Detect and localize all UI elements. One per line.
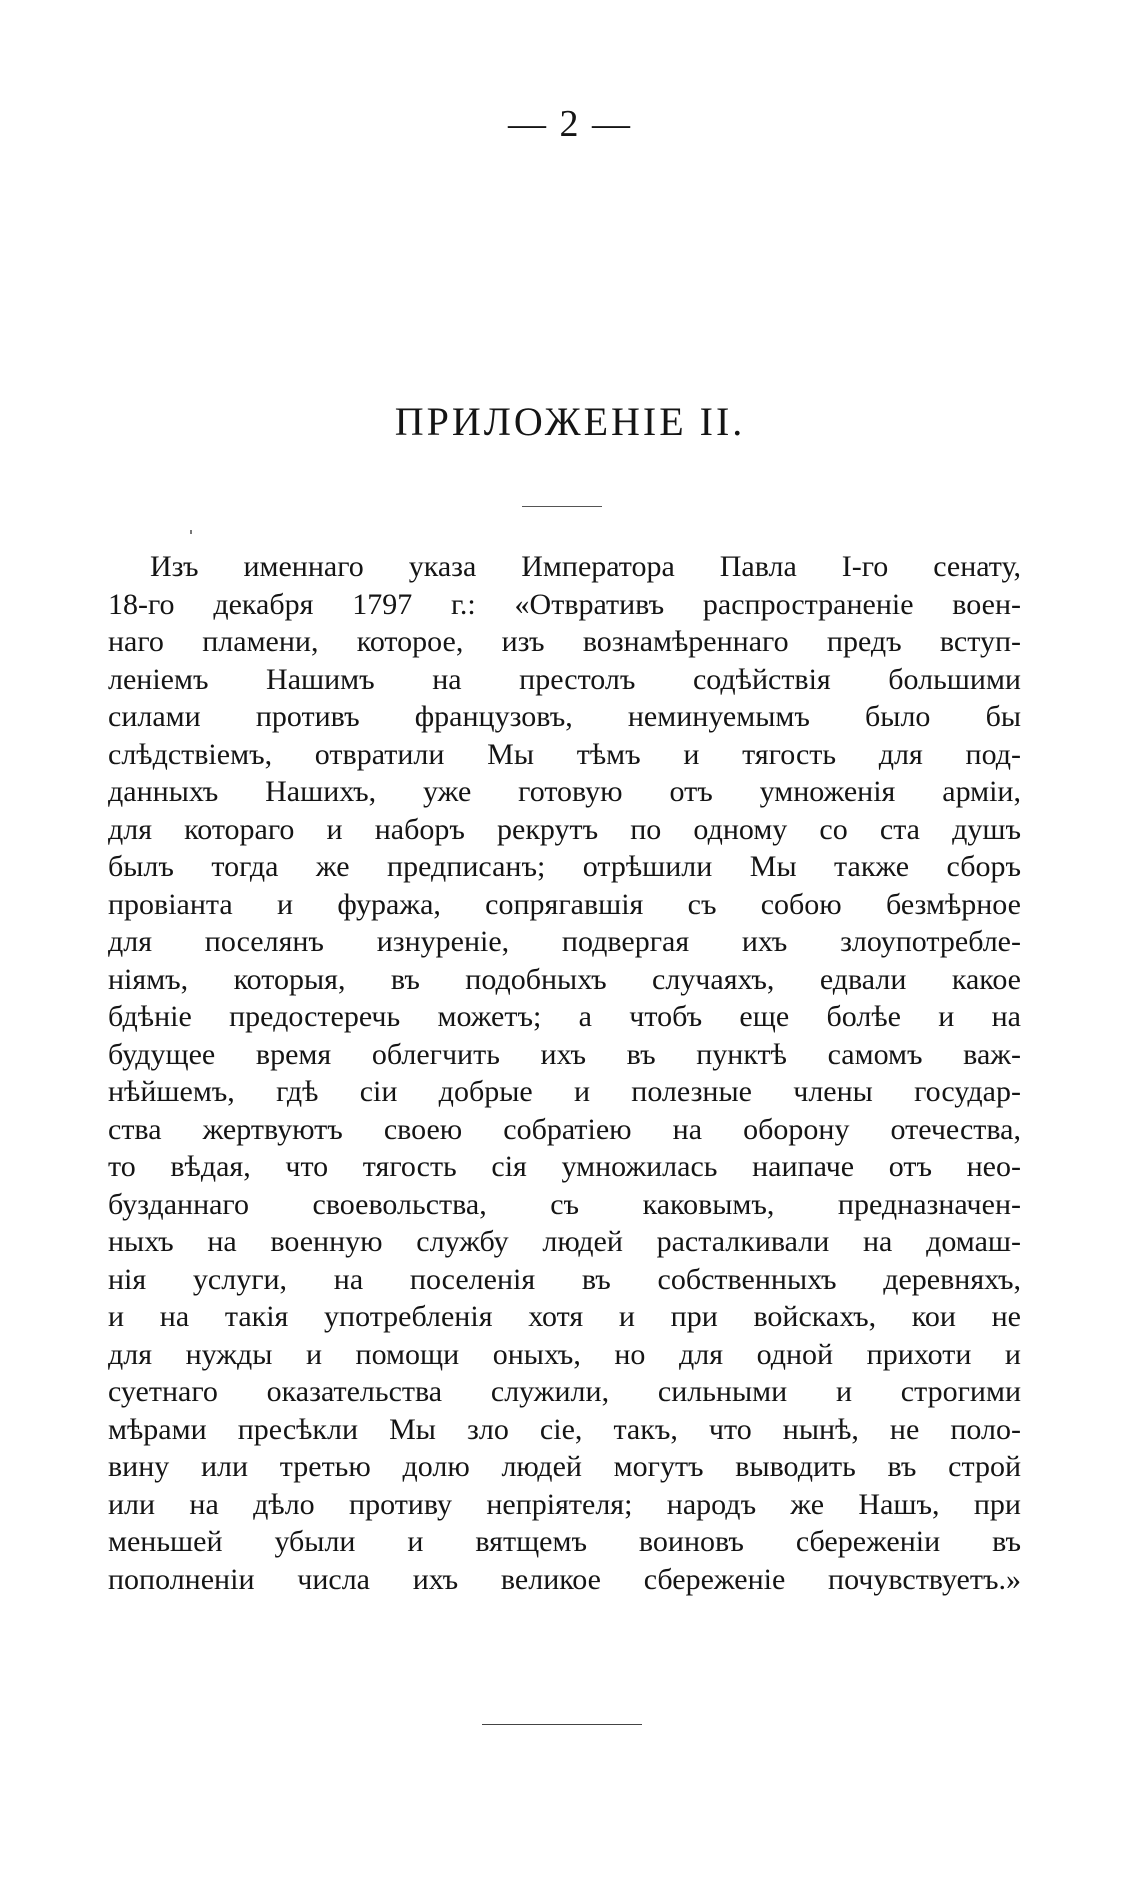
paragraph-line: силами противъ французовъ, неминуемымъ было бы [108, 700, 1021, 733]
paragraph-line: ныхъ на военную службу людей расталкивали на домаш- [108, 1225, 1021, 1258]
paragraph-line: для поселянъ изнуреніе, подвергая ихъ злоупотребле- [108, 925, 1021, 958]
paragraph-line: то вѣдая, что тягость сія умножилась наипаче отъ нео- [108, 1150, 1021, 1183]
paragraph-line: нѣйшемъ, гдѣ сіи добрые и полезные члены государ- [108, 1075, 1021, 1108]
paragraph-line: бузданнаго своевольства, съ каковымъ, предназначен- [108, 1187, 1021, 1221]
print-speck [190, 530, 192, 534]
paragraph-line: Изъ именнаго указа Императора Павла І-го сенату, [150, 550, 1021, 583]
paragraph-line: былъ тогда же предписанъ; отрѣшили Мы также сборъ [108, 850, 1021, 883]
paragraph-line: данныхъ Нашихъ, уже готовую отъ умноженія арміи, [108, 775, 1021, 808]
paragraph-line: ніямъ, которыя, въ подобныхъ случаяхъ, едвали какое [108, 962, 1021, 996]
paragraph-line: слѣдствіемъ, отвратили Мы тѣмъ и тягость для под- [108, 737, 1021, 771]
decree-paragraph [108, 548, 1021, 1598]
paragraph-line: и на такія употребленія хотя и при войскахъ, кои не [108, 1300, 1021, 1333]
paragraph-line: провіанта и фуража, сопрягавшія съ собою безмѣрное [108, 887, 1021, 921]
paragraph-line: леніемъ Нашимъ на престолъ содѣйствія большими [108, 662, 1021, 696]
paragraph-line: нія услуги, на поселенія въ собственныхъ деревняхъ, [108, 1262, 1021, 1296]
paragraph-line: 18-го декабря 1797 г.: «Отвративъ распространеніе воен- [108, 587, 1021, 621]
title-divider [522, 506, 602, 507]
paragraph-line: наго пламени, которое, изъ вознамѣреннаго предъ вступ- [108, 625, 1021, 658]
paragraph-line: пополненіи числа ихъ великое сбереженіе почувствуетъ.» [108, 1562, 1021, 1596]
paragraph-line: для котораго и наборъ рекрутъ по одному со ста душъ [108, 812, 1021, 846]
end-divider [482, 1724, 642, 1725]
paragraph-line: для нужды и помощи оныхъ, но для одной прихоти и [108, 1337, 1021, 1371]
paragraph-line: меньшей убыли и вятщемъ воиновъ сбереженіи въ [108, 1525, 1021, 1558]
paragraph-line: вину или третью долю людей могутъ выводить въ строй [108, 1450, 1021, 1483]
paragraph-line: суетнаго оказательства служили, сильными и строгими [108, 1375, 1021, 1408]
section-title: ПРИЛОЖЕНІЕ II. [394, 399, 746, 444]
paragraph-line: или на дѣло противу непріятеля; народъ же Нашъ, при [108, 1487, 1021, 1521]
page-number: — 2 — [508, 103, 632, 145]
paragraph-line: бдѣніе предостеречь можетъ; а чтобъ еще болѣе и на [108, 1000, 1021, 1033]
paragraph-line: ства жертвуютъ своею собратіею на оборону отечества, [108, 1112, 1021, 1146]
paragraph-line: мѣрами пресѣкли Мы зло сіе, такъ, что нынѣ, не поло- [108, 1412, 1021, 1446]
paragraph-line: будущее время облегчить ихъ въ пунктѣ самомъ важ- [108, 1037, 1021, 1071]
